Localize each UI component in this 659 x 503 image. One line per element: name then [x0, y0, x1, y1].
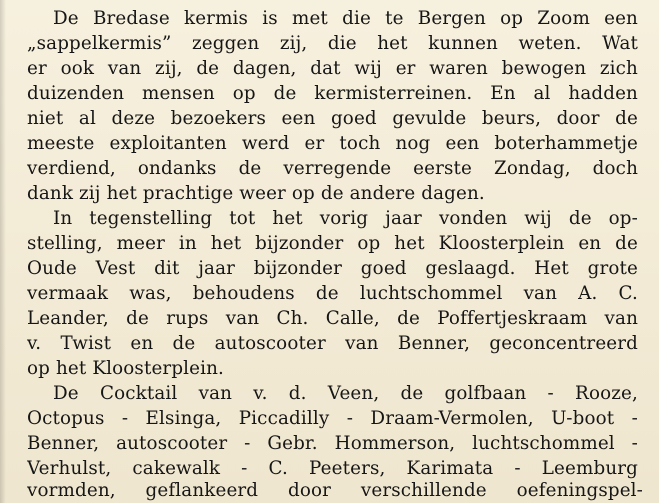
text-line: De Cocktail van v. d. Veen, de golfbaan - Rooze, — [53, 383, 638, 404]
text-line: Octopus - Elsinga, Piccadilly - Draam-Vermolen, U-boot - — [27, 408, 638, 429]
text-line: In tegenstelling tot het vorig jaar vonden wij de op- — [53, 208, 638, 229]
text-line: vermaak was, behoudens de luchtschommel van A. C. — [27, 283, 638, 304]
text-line: verdiend, ondanks de verregende eerste Zondag, doch — [27, 158, 638, 179]
text-line: niet al deze bezoekers een goed gevulde beurs, door de — [27, 108, 638, 129]
text-line: er ook van zij, de dagen, dat wij er waren bewogen zich — [27, 58, 638, 79]
text-line: De Bredase kermis is met die te Bergen op Zoom een — [53, 8, 638, 29]
text-line: „sappelkermis” zeggen zij, die het kunnen weten. Wat — [27, 33, 638, 54]
text-line: Oude Vest dit jaar bijzonder goed geslaagd. Het grote — [27, 258, 638, 279]
text-line: Verhulst, cakewalk - C. Peeters, Karimata - Leemburg — [27, 458, 638, 479]
text-line: v. Twist en de autoscooter van Benner, geconcentreerd — [27, 333, 638, 354]
text-line: vormden, geflankeerd door verschillende oefeningspel- — [27, 480, 643, 501]
text-line: meeste exploitanten werd er toch nog een boterhammetje — [27, 133, 638, 154]
text-line: Leander, de rups van Ch. Calle, de Poffertjeskraam van — [27, 308, 638, 329]
text-line: Benner, autoscooter - Gebr. Hommerson, luchtschommel - — [27, 433, 638, 454]
text-line: op het Kloosterplein. — [27, 358, 225, 379]
text-line: duizenden mensen op de kermisterreinen. En al hadden — [27, 83, 638, 104]
text-line: stelling, meer in het bijzonder op het Kloosterplein en de — [27, 233, 638, 254]
text-line: dank zij het prachtige weer op de andere dagen. — [27, 183, 485, 204]
